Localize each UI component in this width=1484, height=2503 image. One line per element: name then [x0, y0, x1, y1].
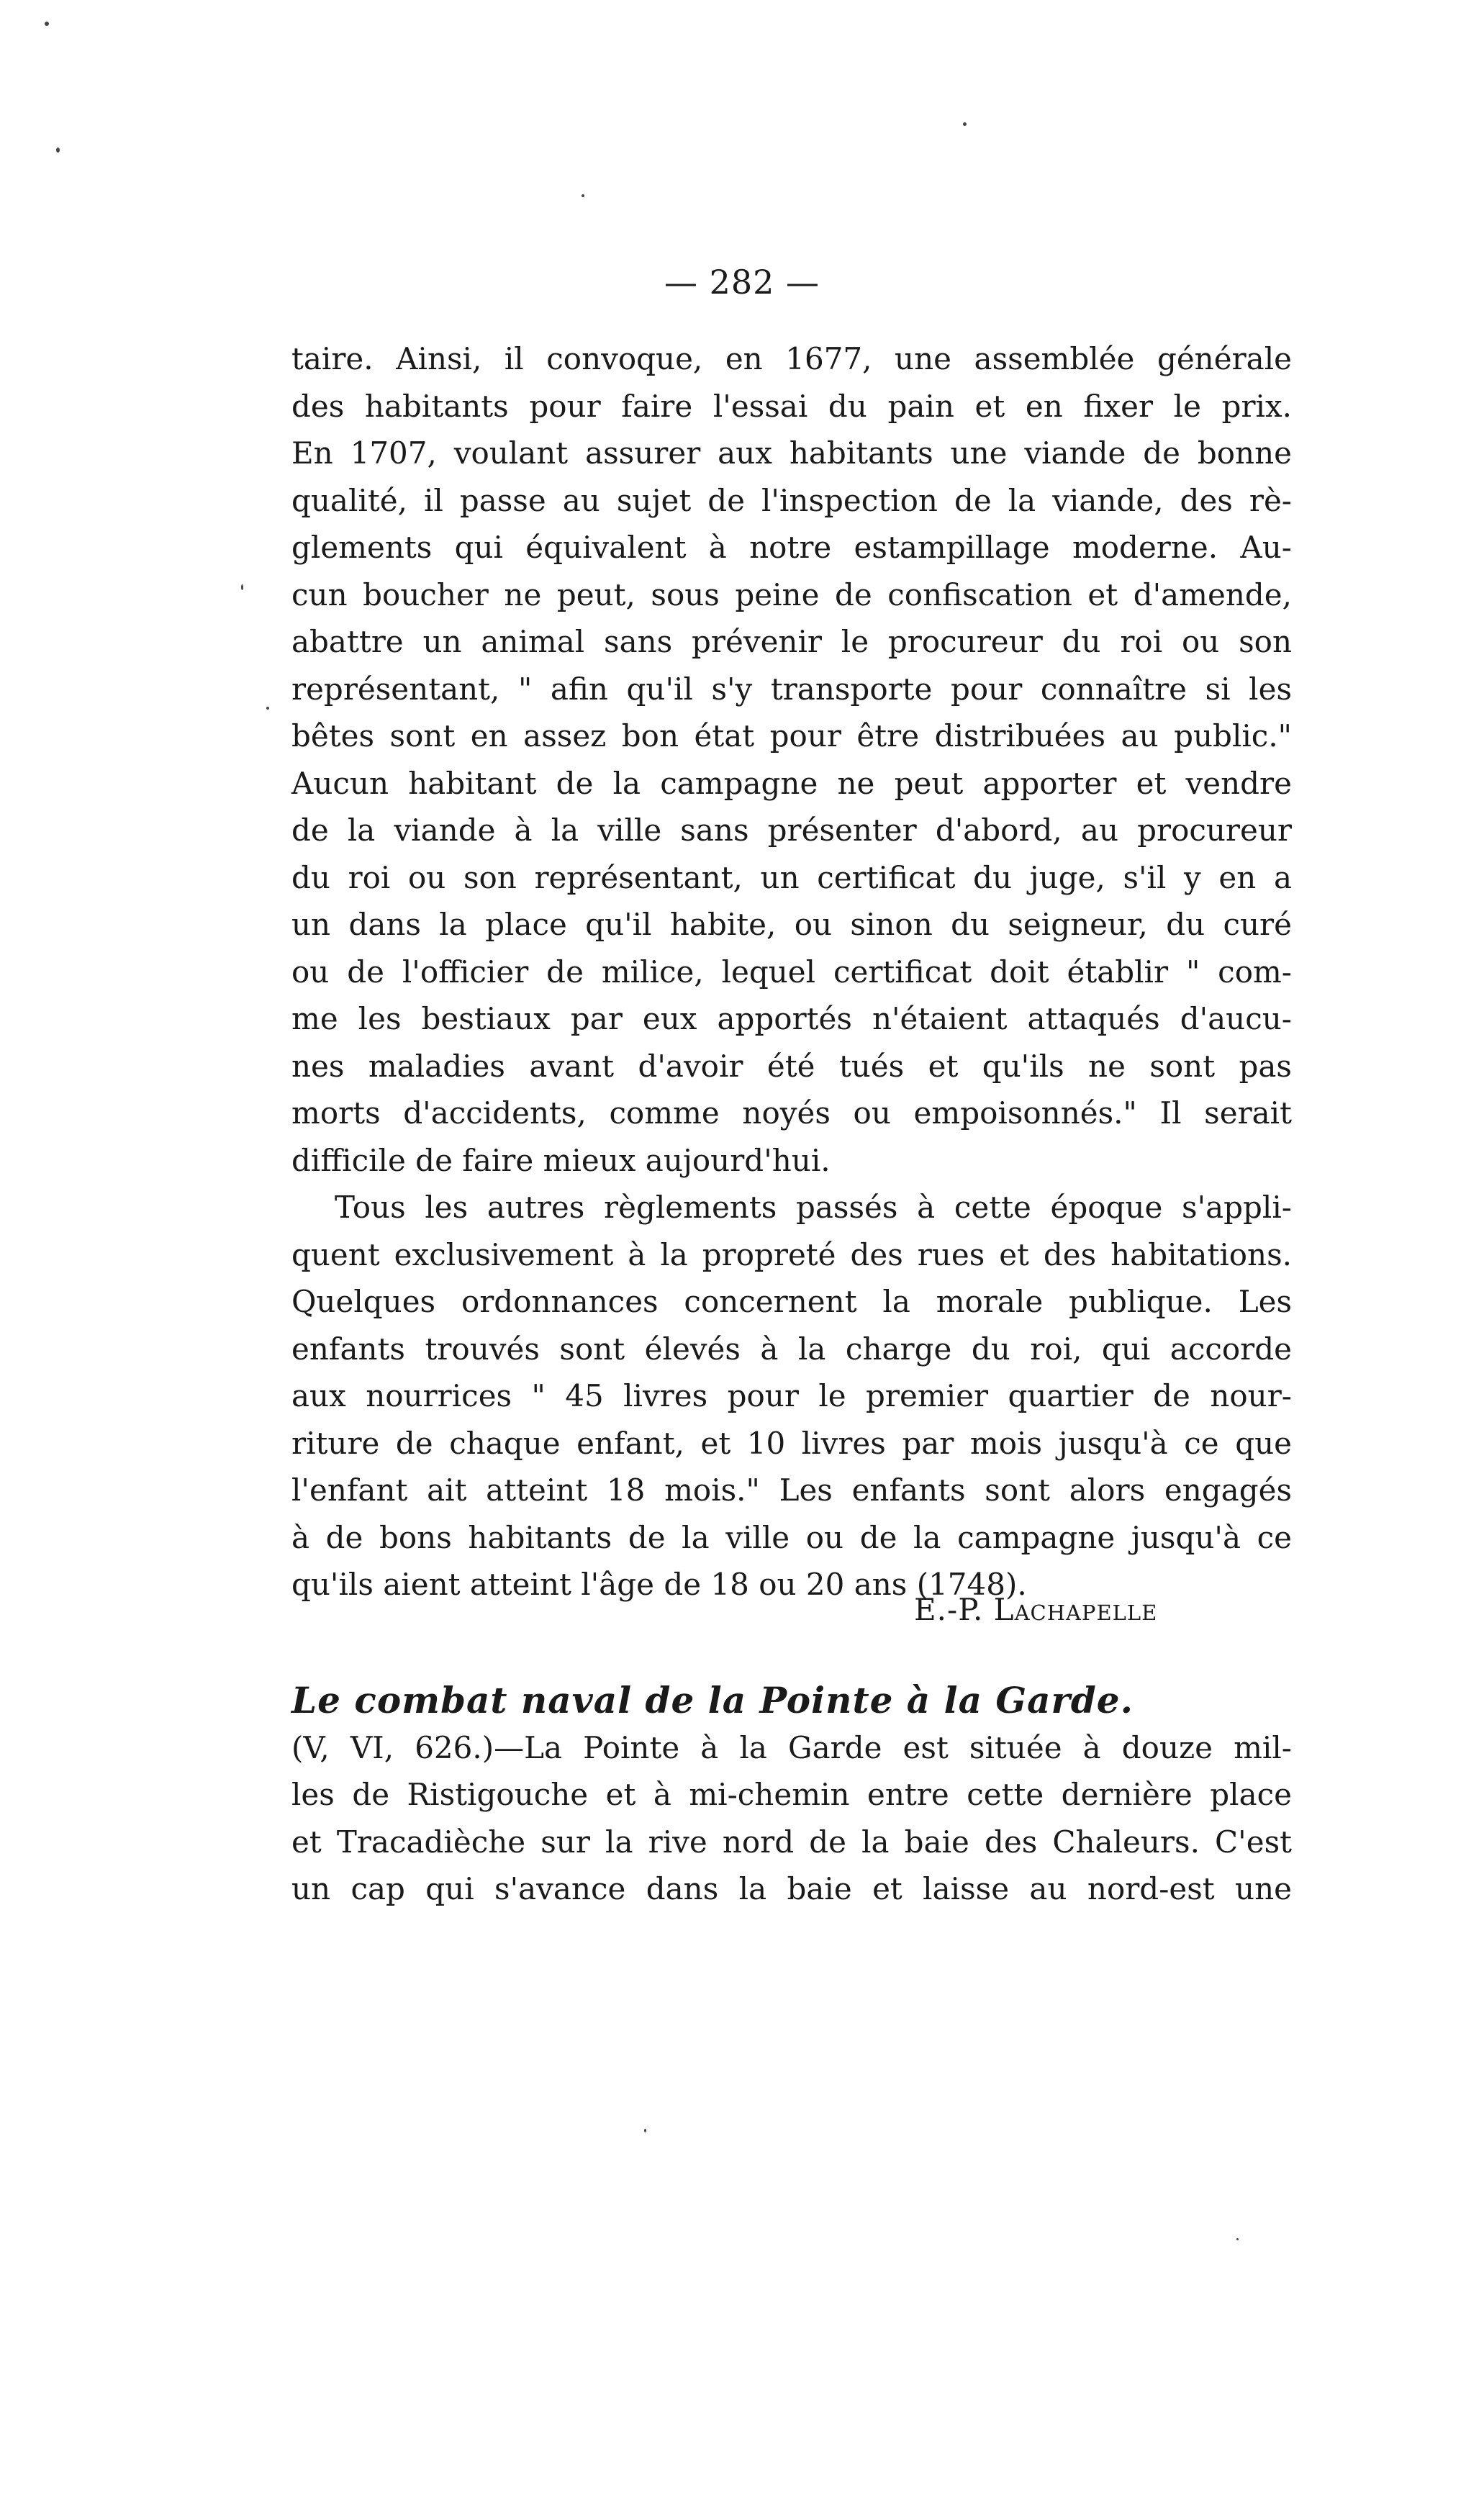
speck [241, 584, 243, 590]
speck [1236, 2238, 1239, 2240]
author-signature [914, 1592, 1157, 1627]
text-line: abattre un animal sans prévenir le procureur du roi ou son [291, 624, 1292, 659]
text-line: riture de chaque enfant, et 10 livres par mois jusqu'à ce que [291, 1425, 1292, 1461]
text-line: un cap qui s'avance dans la baie et laisse au nord-est une [291, 1871, 1292, 1906]
text-line: taire. Ainsi, il convoque, en 1677, une assemblée générale [291, 341, 1292, 376]
text-line: En 1707, voulant assurer aux habitants une viande de bonne [291, 435, 1292, 471]
text-line: morts d'accidents, comme noyés ou empoisonnés." Il serait [291, 1095, 1292, 1131]
body-text [291, 335, 1292, 1608]
text-line: qualité, il passe au sujet de l'inspection de la viande, des rè- [291, 482, 1292, 518]
speck [963, 122, 967, 126]
speck [582, 194, 584, 197]
text-line: les de Ristigouche et à mi-chemin entre cette dernière place [291, 1777, 1292, 1812]
text-line: à de bons habitants de la ville ou de la campagne jusqu'à ce [291, 1519, 1292, 1555]
text-line: un dans la place qu'il habite, ou sinon du seigneur, du curé [291, 907, 1292, 942]
author-initials: E.-P. [914, 1592, 984, 1627]
article-title: Le combat naval de la Pointe à la Garde. [291, 1679, 1134, 1721]
speck [266, 707, 269, 710]
speck [45, 22, 49, 26]
text-line: Quelques ordonnances concernent la morale publique. Les [291, 1284, 1292, 1319]
text-line: (V, VI, 626.)—La Pointe à la Garde est située à douze mil- [291, 1729, 1292, 1765]
text-line: bêtes sont en assez bon état pour être distribuées au public." [291, 718, 1292, 753]
text-line: cun boucher ne peut, sous peine de confiscation et d'amende, [291, 576, 1292, 612]
text-line: quent exclusivement à la propreté des rues et des habitations. [291, 1236, 1292, 1272]
article-section [291, 1677, 1292, 1913]
text-line: difficile de faire mieux aujourd'hui. [291, 1142, 831, 1178]
speck [56, 148, 60, 153]
text-line: aux nourrices " 45 livres pour le premier quartier de nour- [291, 1378, 1292, 1413]
paragraph-2 [291, 1184, 1292, 1608]
text-line: enfants trouvés sont élevés à la charge du roi, qui accorde [291, 1331, 1292, 1367]
text-line: l'enfant ait atteint 18 mois." Les enfants sont alors engagés [291, 1472, 1292, 1508]
text-line: nes maladies avant d'avoir été tués et qu'ils ne sont pas [291, 1048, 1292, 1084]
text-line: du roi ou son représentant, un certificat du juge, s'il y en a [291, 859, 1292, 895]
speck [644, 2129, 646, 2132]
paragraph-1 [291, 335, 1292, 1184]
text-line: des habitants pour faire l'essai du pain et en fixer le prix. [291, 388, 1292, 424]
text-line: de la viande à la ville sans présenter d'abord, au procureur [291, 813, 1292, 848]
text-line: glements qui équivalent à notre estampillage moderne. Au- [291, 530, 1292, 565]
author-surname: Lachapelle [993, 1592, 1158, 1627]
page-number: — 282 — [664, 263, 820, 302]
text-line: ou de l'officier de milice, lequel certificat doit établir " com- [291, 954, 1292, 990]
text-line: qu'ils aient atteint l'âge de 18 ou 20 ans (1748). [291, 1567, 1027, 1602]
text-line: Tous les autres règlements passés à cette époque s'appli- [335, 1190, 1292, 1225]
text-line: et Tracadièche sur la rive nord de la baie des Chaleurs. C'est [291, 1824, 1292, 1860]
text-line: me les bestiaux par eux apportés n'étaient attaqués d'aucu- [291, 1001, 1292, 1036]
text-line: représentant, " afin qu'il s'y transporte pour connaître si les [291, 671, 1292, 707]
text-line: Aucun habitant de la campagne ne peut apporter et vendre [291, 765, 1292, 801]
